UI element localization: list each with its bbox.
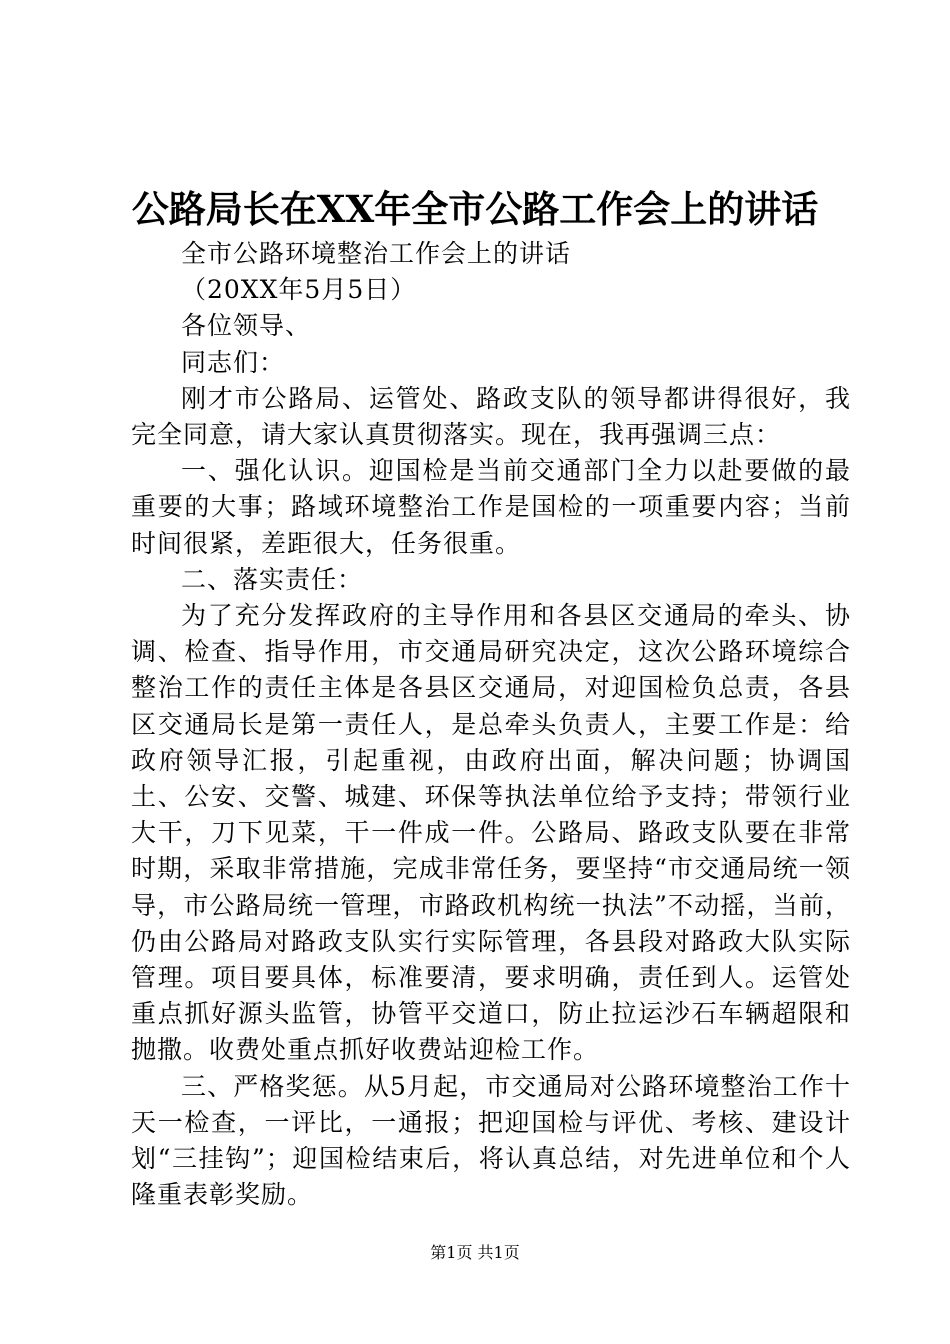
document-title: 公路局长在XX年全市公路工作会上的讲话 <box>131 187 819 231</box>
paragraph-point-two-body: 为了充分发挥政府的主导作用和各县区交通局的牵头、协调、检查、指导作用，市交通局研究决定，这次公路环境综合整治工作的责任主体是各县区交通局，对迎国检负总责，各县区交通局长是第一责任人，是总牵头负责人，主要工作是：给政府领导汇报，引起重视，由政府出面，解决问题；协调国土、公安、交警、城建、环保等执法单位给予支持；带领行业大干，刀下见菜，干一件成一件。公路局、路政支队要在非常时期，采取非常措施，完成非常任务，要坚持“市交通局统一领导，市公路局统一管理，市路政机构统一执法”不动摇，当前，仍由公路局对路政支队实行实际管理，各县段对路政大队实际管理。项目要具体，标准要清，要求明确，责任到人。运管处重点抓好源头监管，协管平交道口，防止拉运沙石车辆超限和抛撒。收费处重点抓好收费站迎检工作。 <box>131 601 851 1065</box>
paragraph-point-one: 一、强化认识。迎国检是当前交通部门全力以赴要做的最重要的大事；路域环境整治工作是国检的一项重要内容；当前时间很紧，差距很大，任务很重。 <box>131 456 851 558</box>
paragraph-intro: 刚才市公路局、运管处、路政支队的领导都讲得很好，我完全同意，请大家认真贯彻落实。现在，我再强调三点： <box>131 383 851 450</box>
paragraph-salutation-leaders: 各位领导、 <box>181 311 312 341</box>
paragraph-subtitle: 全市公路环境整治工作会上的讲话 <box>181 239 572 268</box>
paragraph-salutation-comrades: 同志们： <box>181 347 286 377</box>
paragraph-date: （20XX年5月5日） <box>181 275 417 305</box>
document-body <box>131 236 851 1213</box>
paragraph-point-two-heading: 二、落实责任： <box>181 564 364 594</box>
paragraph-point-three: 三、严格奖惩。从5月起，市交通局对公路环境整治工作十天一检查，一评比，一通报；把迎国检与评优、考核、建设计划“三挂钩”；迎国检结束后，将认真总结，对先进单位和个人隆重表彰奖励。 <box>131 1071 851 1210</box>
page-footer: 第1页 共1页 <box>430 1243 520 1262</box>
